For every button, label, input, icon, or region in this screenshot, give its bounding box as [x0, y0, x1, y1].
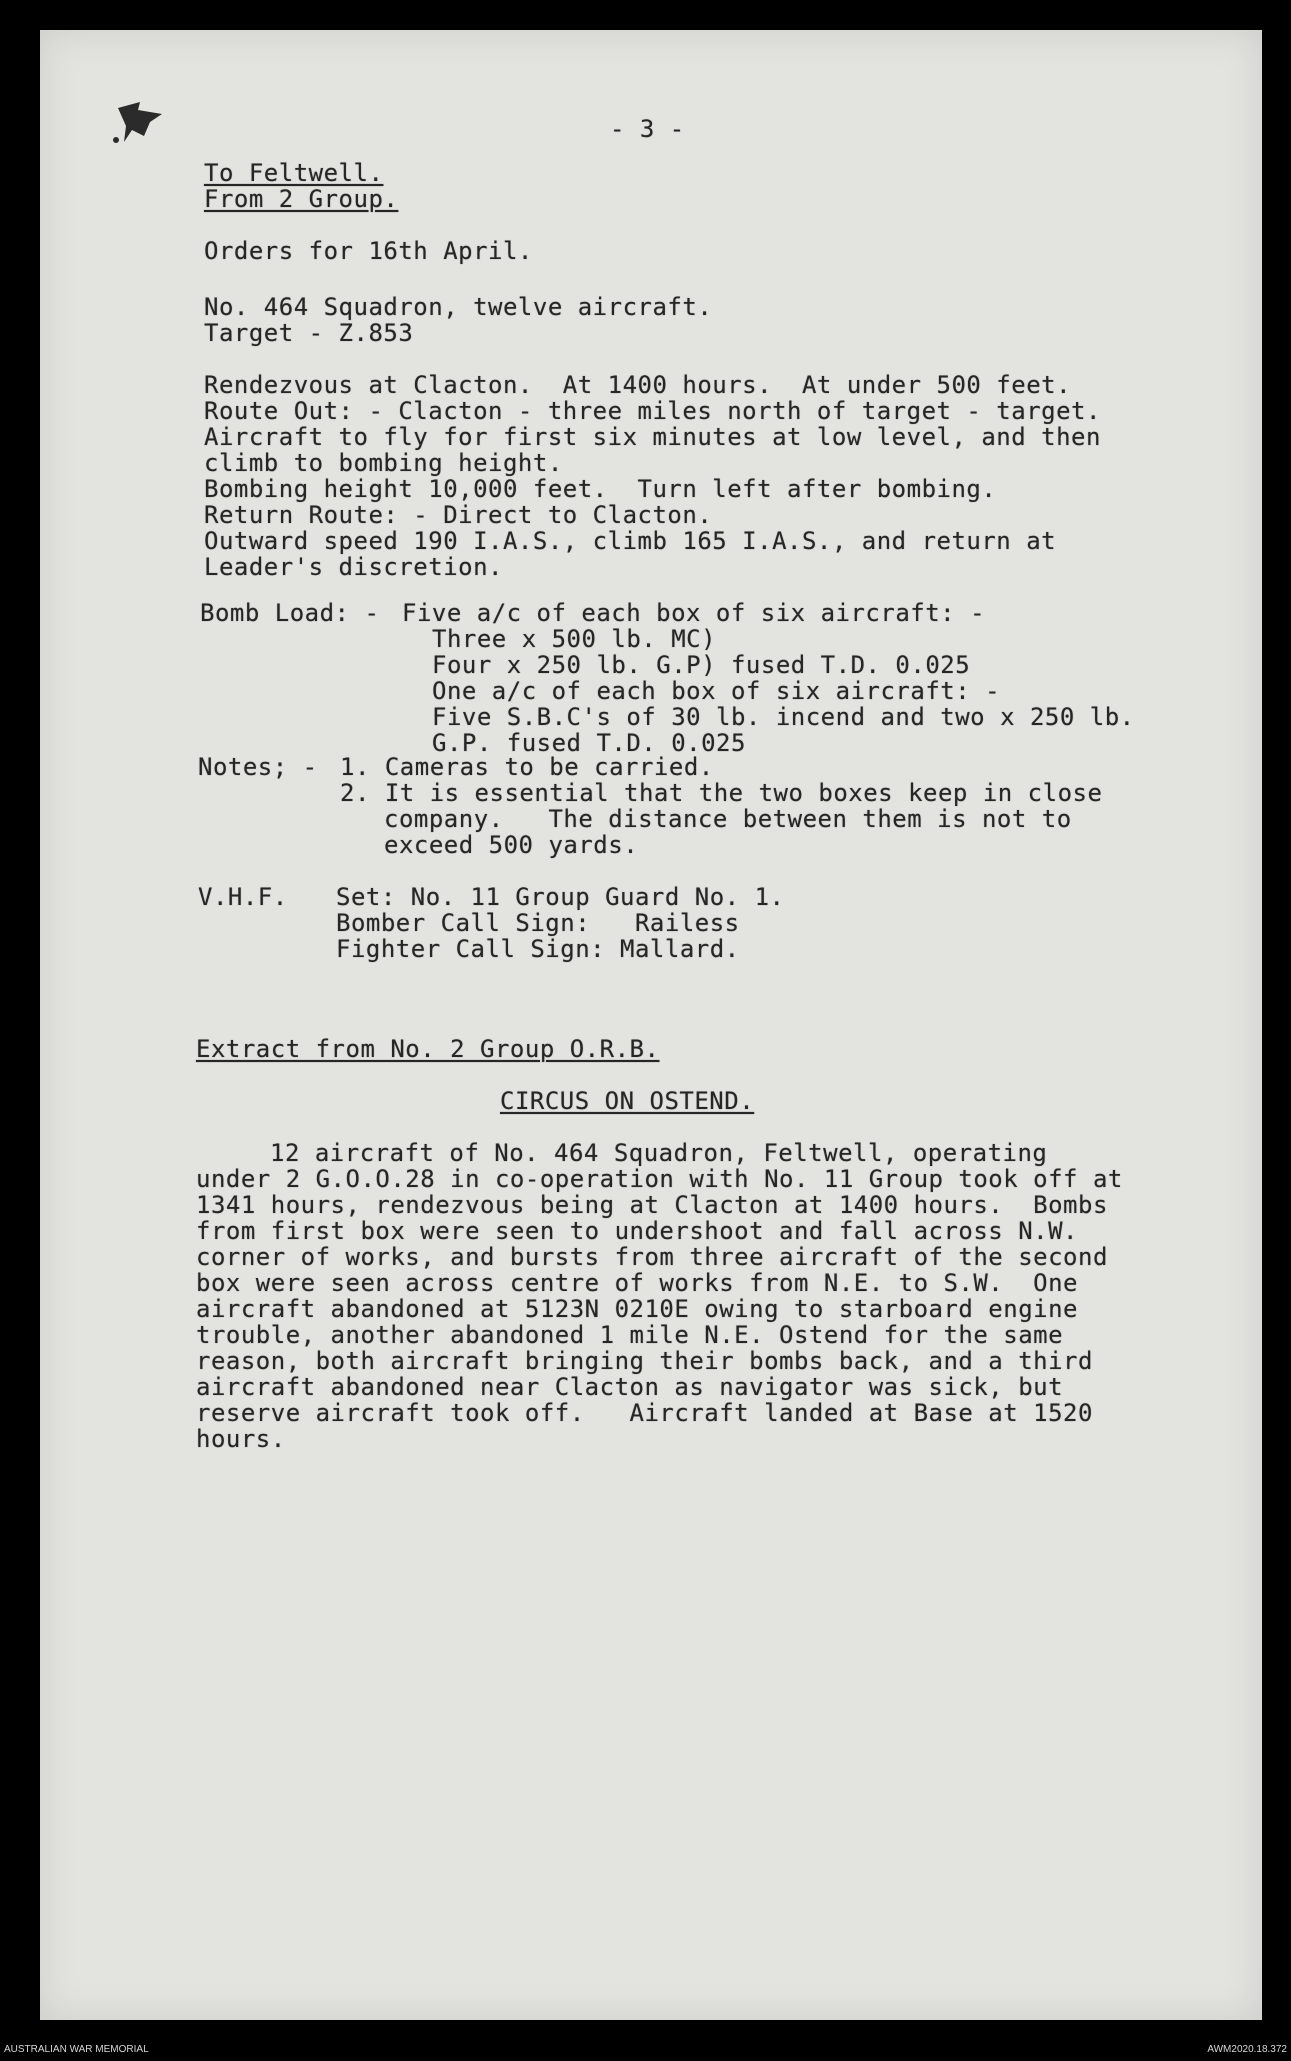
- bomb-load-line: Five S.B.C's of 30 lb. incend and two x 250 lb.: [432, 703, 1135, 731]
- narrative-line: aircraft abandoned near Clacton as navigator was sick, but: [196, 1373, 1064, 1401]
- route-line: Leader's discretion.: [204, 553, 503, 581]
- bomb-load-line: Three x 500 lb. MC): [432, 625, 717, 653]
- note-item: company. The distance between them is not to: [384, 805, 1072, 833]
- route-line: climb to bombing height.: [204, 449, 563, 477]
- vhf-label: V.H.F.: [198, 883, 288, 911]
- narrative-line: 1341 hours, rendezvous being at Clacton at 1400 hours. Bombs: [196, 1191, 1108, 1219]
- target-line: Target - Z.853: [204, 319, 414, 347]
- route-line: Outward speed 190 I.A.S., climb 165 I.A.S., and return at: [204, 527, 1057, 555]
- bomb-load-line: Four x 250 lb. G.P) fused T.D. 0.025: [432, 651, 971, 679]
- orders-title: Orders for 16th April.: [204, 237, 533, 265]
- bomb-load-label: Bomb Load: -: [200, 599, 380, 627]
- unit-line: No. 464 Squadron, twelve aircraft.: [204, 293, 713, 321]
- route-line: Route Out: - Clacton - three miles north of target - target.: [204, 397, 1101, 425]
- bomb-load-line: Five a/c of each box of six aircraft: -: [402, 599, 986, 627]
- route-line: Bombing height 10,000 feet. Turn left after bombing.: [204, 475, 997, 503]
- vhf-line: Bomber Call Sign: Railess: [336, 909, 740, 937]
- note-item: 2. It is essential that the two boxes keep in close: [340, 779, 1103, 807]
- narrative-line: aircraft abandoned at 5123N 0210E owing to starboard engine: [196, 1295, 1079, 1323]
- route-line: Aircraft to fly for first six minutes at low level, and then: [204, 423, 1101, 451]
- route-line: Rendezvous at Clacton. At 1400 hours. At under 500 feet.: [204, 371, 1072, 399]
- extract-heading: Extract from No. 2 Group O.R.B.: [196, 1035, 660, 1063]
- narrative-line: corner of works, and bursts from three aircraft of the second: [196, 1243, 1108, 1271]
- bomb-load-line: G.P. fused T.D. 0.025: [432, 729, 746, 757]
- narrative-line: from first box were seen to undershoot and fall across N.W.: [196, 1217, 1079, 1245]
- route-line: Return Route: - Direct to Clacton.: [204, 501, 713, 529]
- note-item: 1. Cameras to be carried.: [340, 753, 714, 781]
- footer-accession-number: AWM2020.18.372: [1207, 2044, 1287, 2055]
- narrative-line: box were seen across centre of works from N.E. to S.W. One: [196, 1269, 1079, 1297]
- circus-heading: CIRCUS ON OSTEND.: [500, 1087, 755, 1115]
- narrative-line: reserve aircraft took off. Aircraft landed at Base at 1520: [196, 1399, 1093, 1427]
- vhf-line: Set: No. 11 Group Guard No. 1.: [336, 883, 785, 911]
- narrative-line: 12 aircraft of No. 464 Squadron, Feltwell, operating: [270, 1139, 1048, 1167]
- narrative-line: reason, both aircraft bringing their bombs back, and a third: [196, 1347, 1093, 1375]
- notes-label: Notes; -: [198, 753, 318, 781]
- narrative-line: hours.: [196, 1425, 286, 1453]
- note-item: exceed 500 yards.: [384, 831, 639, 859]
- ink-blot-mark: [110, 96, 180, 156]
- header-to: To Feltwell.: [204, 159, 384, 187]
- header-from: From 2 Group.: [204, 185, 399, 213]
- narrative-line: under 2 G.O.O.28 in co-operation with No. 11 Group took off at: [196, 1165, 1123, 1193]
- vhf-line: Fighter Call Sign: Mallard.: [336, 935, 740, 963]
- narrative-line: trouble, another abandoned 1 mile N.E. Ostend for the same: [196, 1321, 1064, 1349]
- page-number: - 3 -: [610, 115, 685, 143]
- footer-credit: AUSTRALIAN WAR MEMORIAL: [4, 2044, 149, 2055]
- bomb-load-line: One a/c of each box of six aircraft: -: [432, 677, 1001, 705]
